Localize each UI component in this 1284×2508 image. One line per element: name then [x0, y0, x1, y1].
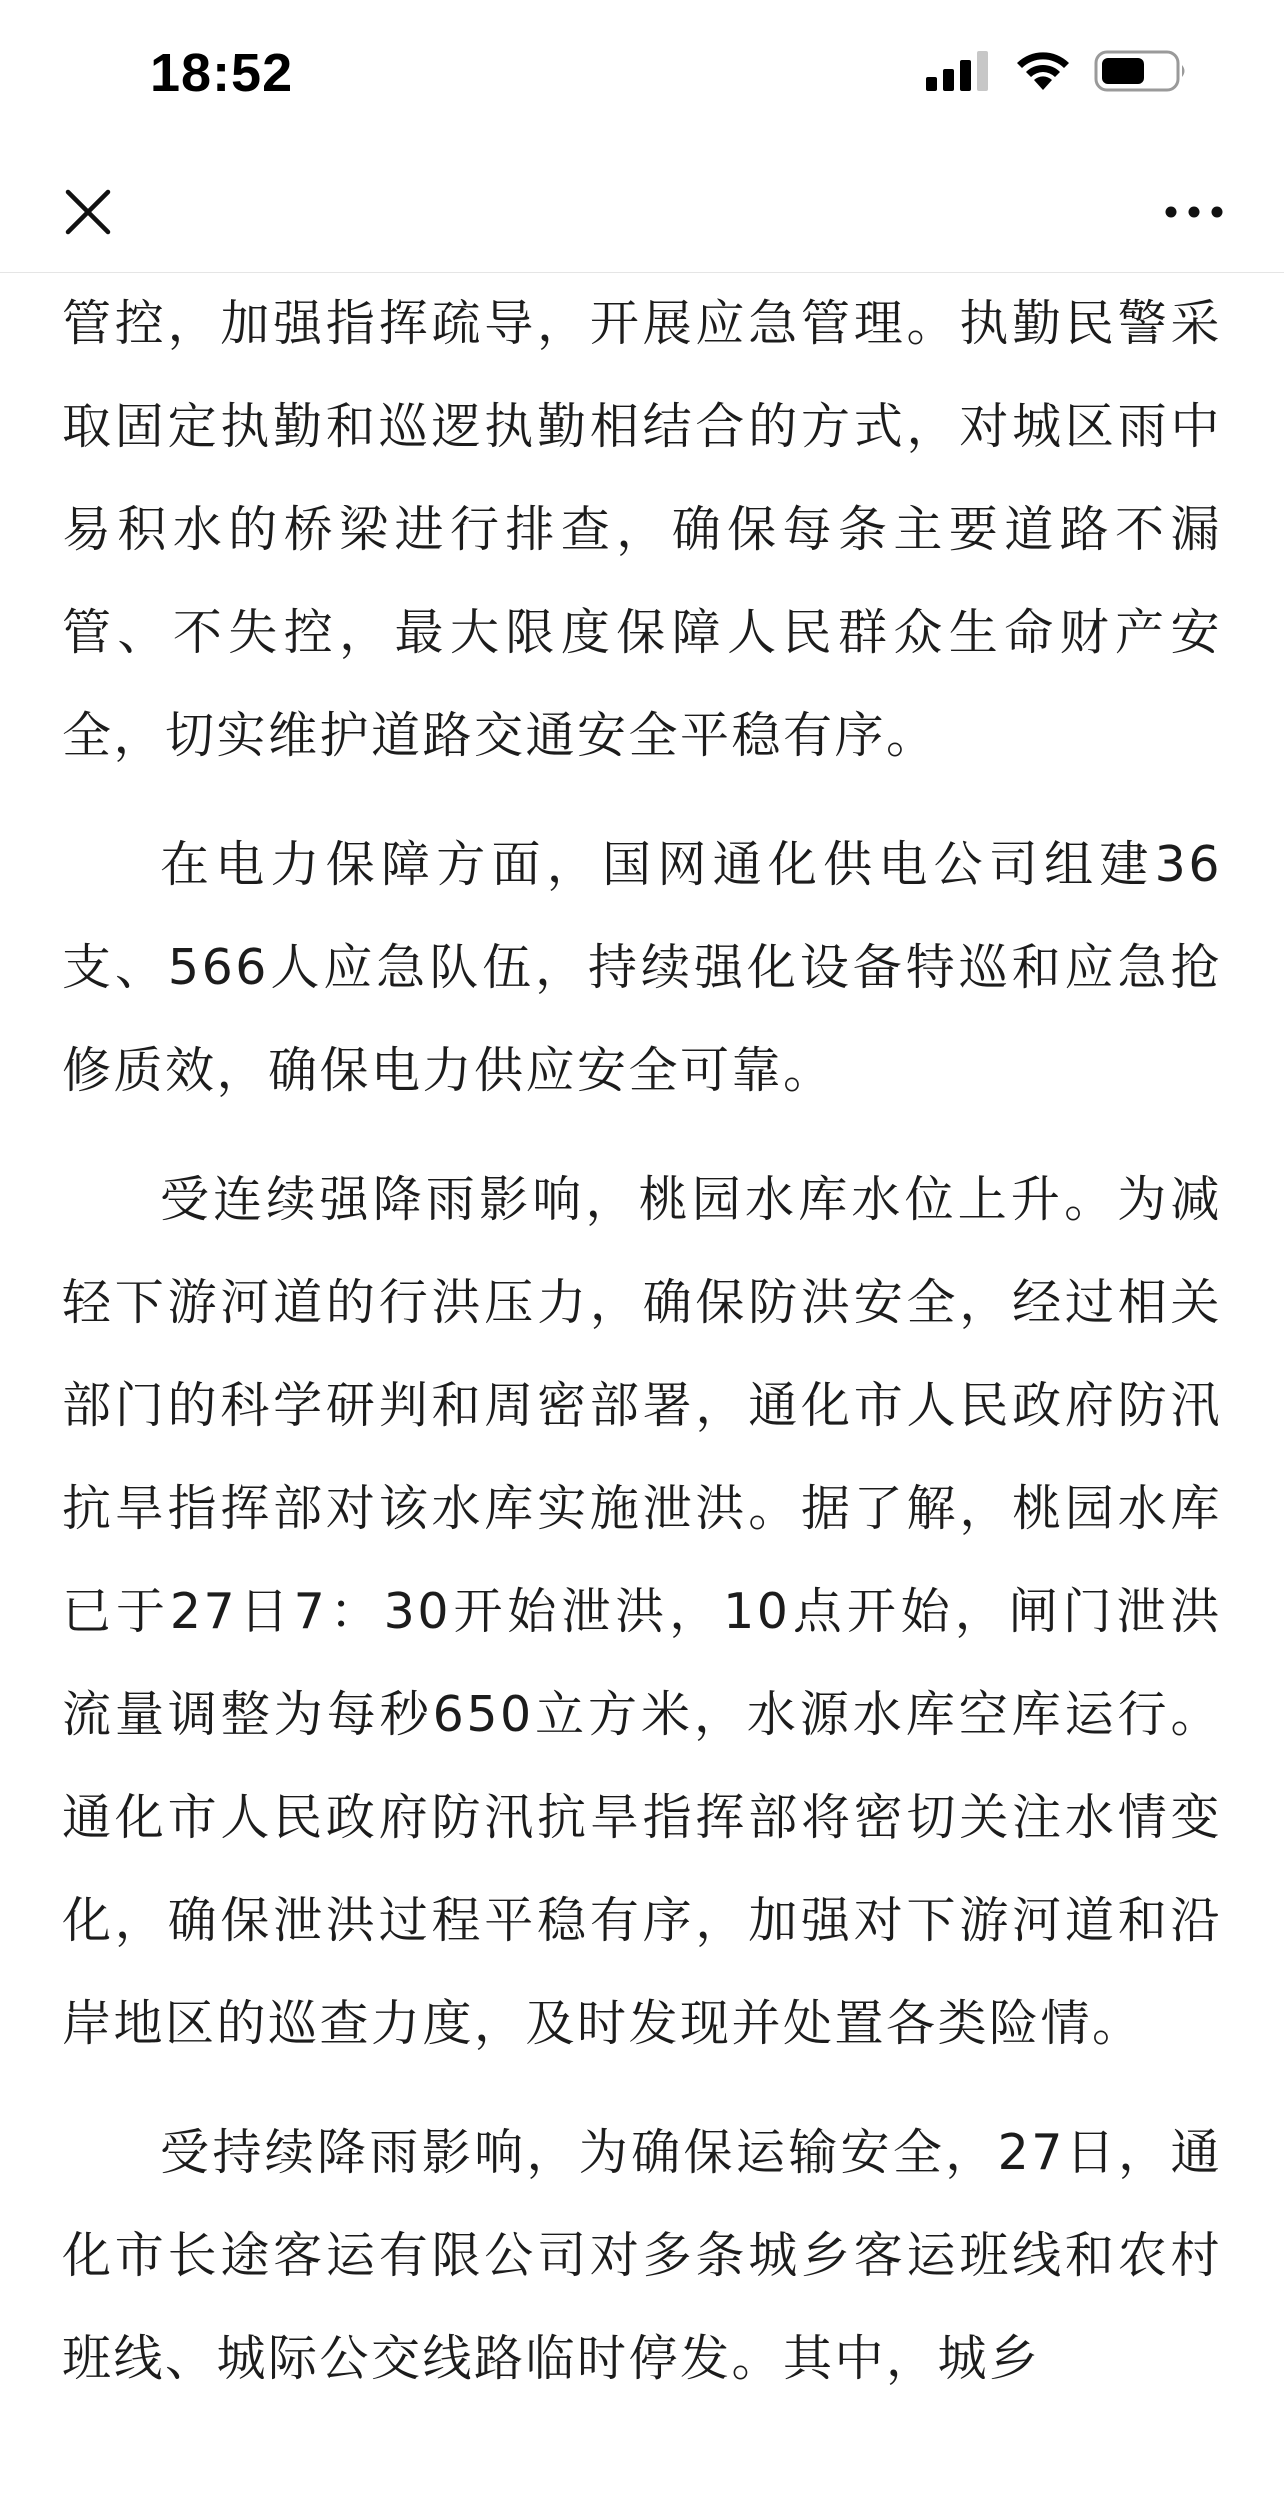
- paragraph-power: 在电力保障方面，国网通化供电公司组建36支、566人应急队伍，持续强化设备特巡和应急抢修质效，确保电力供应安全可靠。: [62, 836, 1222, 1099]
- signal-icon: [926, 51, 990, 91]
- wifi-icon: [1014, 50, 1072, 92]
- nav-bar: [0, 150, 1284, 273]
- close-button[interactable]: [48, 172, 128, 252]
- article-body: [62, 272, 1222, 2410]
- close-icon: [64, 188, 112, 236]
- more-button[interactable]: [1144, 172, 1244, 252]
- paragraph-transport: 受持续降雨影响，为确保运输安全，27日，通化市长途客运有限公司对多条城乡客运班线和农村班线、城际公交线路临时停发。其中，城乡: [62, 2124, 1222, 2387]
- paragraph-traffic: 管控，加强指挥疏导，开展应急管理。执勤民警采取固定执勤和巡逻执勤相结合的方式，对城区雨中易积水的桥梁进行排查，确保每条主要道路不漏管、不失控，最大限度保障人民群众生命财产安全，切实维护道路交通安全平稳有序。: [62, 295, 1222, 764]
- more-icon: [1164, 205, 1224, 219]
- status-bar: [0, 0, 1284, 150]
- status-icons: [926, 50, 1188, 92]
- battery-icon: [1094, 50, 1188, 92]
- status-time: 18:52: [150, 43, 294, 103]
- paragraph-reservoir: 受连续强降雨影响，桃园水库水位上升。为减轻下游河道的行洪压力，确保防洪安全，经过相关部门的科学研判和周密部署，通化市人民政府防汛抗旱指挥部对该水库实施泄洪。据了解，桃园水库已于27日7：30开始泄洪，10点开始，闸门泄洪流量调整为每秒650立方米，水源水库空库运行。通化市人民政府防汛抗旱指挥部将密切关注水情变化，确保泄洪过程平稳有序，加强对下游河道和沿岸地区的巡查力度，及时发现并处置各类险情。: [62, 1171, 1222, 2052]
